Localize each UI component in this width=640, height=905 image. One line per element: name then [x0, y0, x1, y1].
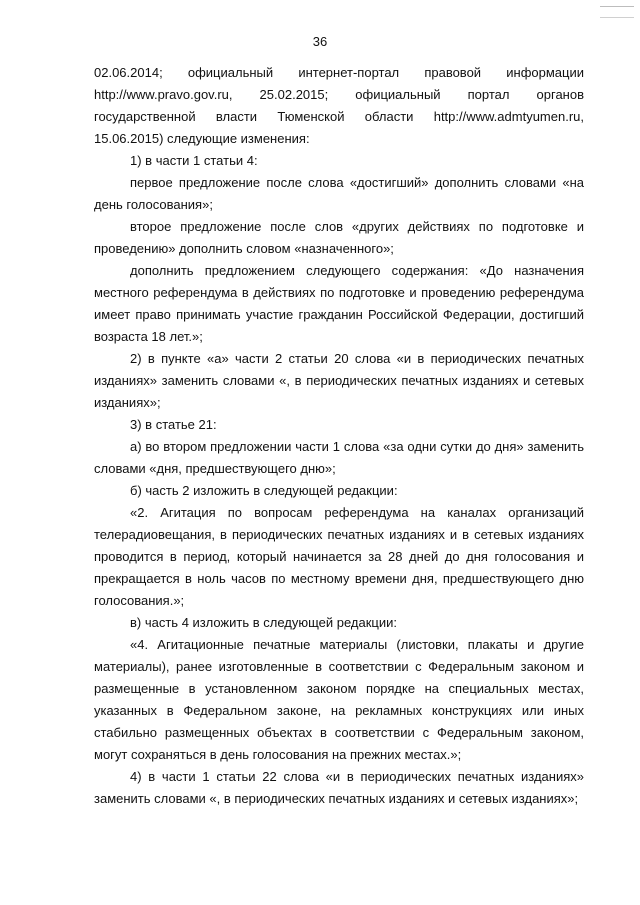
paragraph-add-sentence: дополнить предложением следующего содержания: «До назначения местного референдума в действиях по подготовке и проведению референдума имеет право принимать участие гражданин Российской Федерации, достигший возраста 18 лет.»;	[94, 263, 584, 344]
paragraph-item-3a: а) во втором предложении части 1 слова «за одни сутки до дня» заменить словами «дня, предшествующего дню»;	[94, 439, 584, 476]
page-number: 36	[312, 34, 328, 49]
paragraph-part-2-text: «2. Агитация по вопросам референдума на каналах организаций телерадиовещания, в периодических печатных изданиях и в сетевых изданиях проводится в период, который начинается за 28 дней до дня голосования и прекращается в ноль часов по местному времени дня, предшествующего дню голосования.»;	[94, 505, 584, 608]
paragraph-item-3: 3) в статье 21:	[130, 417, 217, 432]
paragraph-item-4: 4) в части 1 статьи 22 слова «и в периодических печатных изданиях» заменить словами «, в периодических печатных изданиях и сетевых изданиях»;	[94, 769, 584, 806]
paragraph-item-3b: б) часть 2 изложить в следующей редакции:	[130, 483, 398, 498]
paragraph-sources: 02.06.2014; официальный интернет-портал правовой информации http://www.pravo.gov.ru, 25.02.2015; официальный портал органов государственной власти Тюменской области http://www.admtyumen.ru, 15.06.2015) следующие изменения:	[94, 65, 584, 146]
document-body	[94, 62, 584, 810]
paragraph-part-4-text: «4. Агитационные печатные материалы (листовки, плакаты и другие материалы), ранее изготовленные в соответствии с Федеральным законом и размещенные в установленном законом порядке на специальных местах, указанных в Федеральном законе, на рекламных конструкциях или иных стабильно размещенных объектах в соответствии с Федеральным законом, могут сохраняться в день голосования на прежних местах.»;	[94, 637, 584, 762]
paragraph-item-3c: в) часть 4 изложить в следующей редакции:	[130, 615, 398, 630]
paragraph-first-sentence: первое предложение после слова «достигший» дополнить словами «на день голосования»;	[94, 175, 584, 212]
paragraph-item-2: 2) в пункте «а» части 2 статьи 20 слова «и в периодических печатных изданиях» заменить словами «, в периодических печатных изданиях и сетевых изданиях»;	[94, 351, 584, 410]
paragraph-second-sentence: второе предложение после слов «других действиях по подготовке и проведению» дополнить словом «назначенного»;	[94, 219, 584, 256]
scan-corner-mark	[600, 6, 634, 18]
paragraph-item-1: 1) в части 1 статьи 4:	[130, 153, 258, 168]
